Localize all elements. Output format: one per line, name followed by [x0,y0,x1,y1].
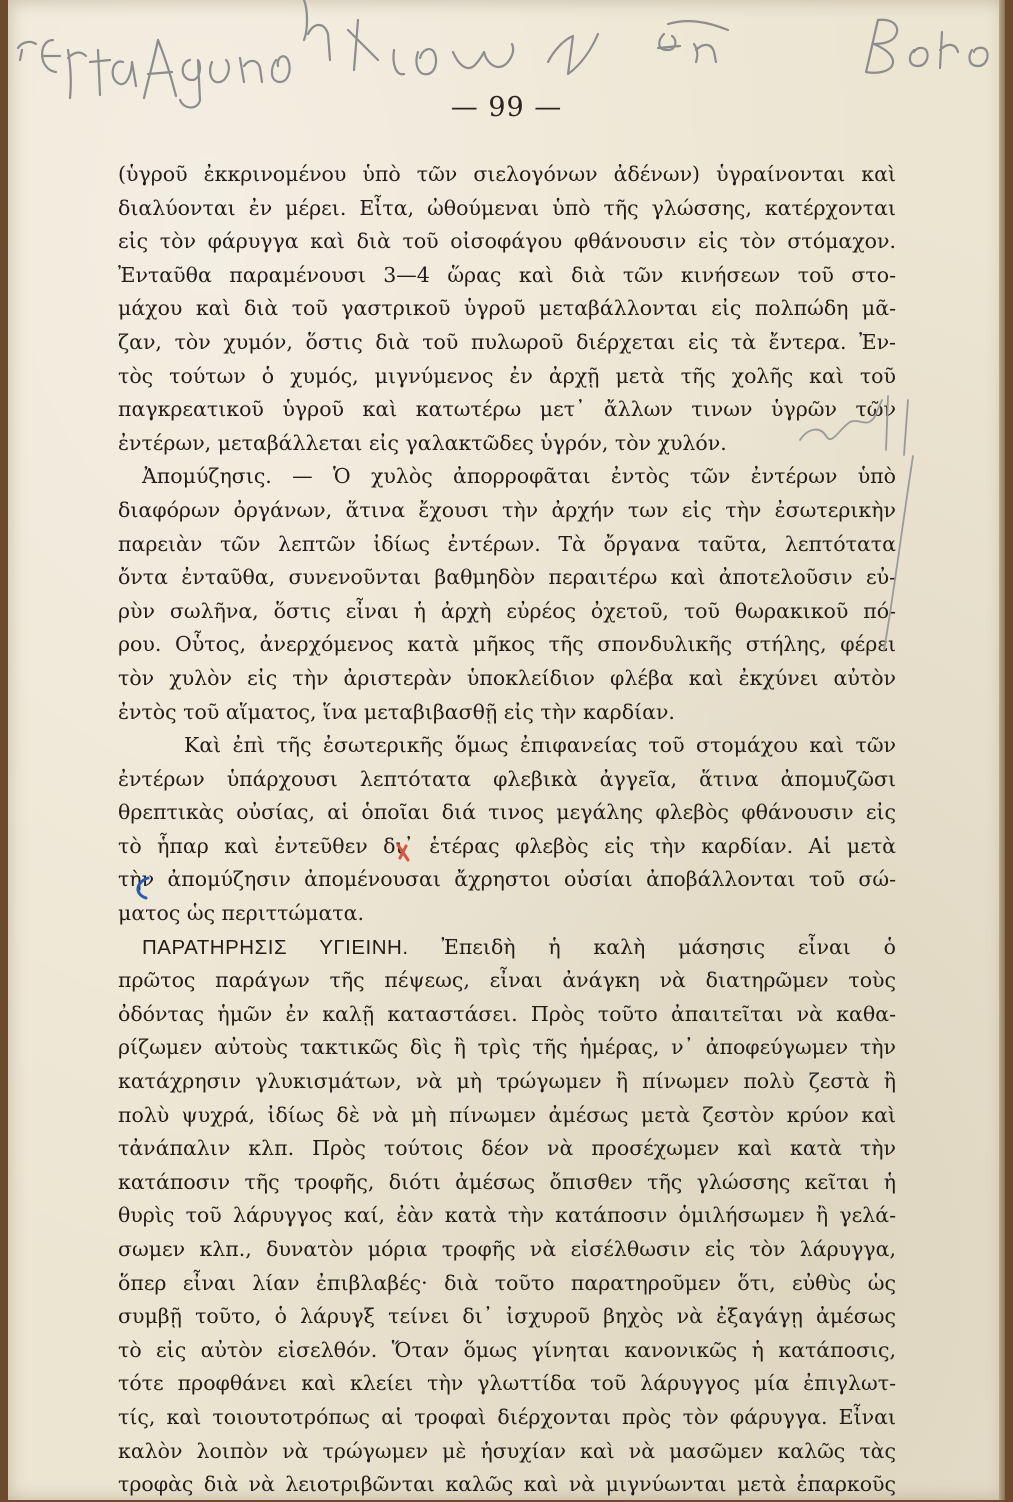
text-line: συμβῇ τοῦτο, ὁ λάρυγξ τείνει δι᾽ ἰσχυροῦ βηχὸς νὰ ἐξαγάγῃ ἀμέσως [118,1304,896,1329]
text-line: ρὺν σωλῆνα, ὅστις εἶναι ἡ ἀρχὴ εὐρέος ὀχετοῦ, τοῦ θωρακικοῦ πό- [118,598,896,623]
text-line: τὸ ἧπαρ καὶ ἐντεῦθεν δι᾽ ἑτέρας φλεβὸς εἰς τὴν καρδίαν. Αἱ μετὰ [118,833,896,858]
text-line: ὅπερ εἶναι λίαν ἐπιβλαβές· διὰ τοῦτο παρατηροῦμεν ὅτι, εὐθὺς ὡς [118,1270,896,1295]
text-line: ὀδόντας ἡμῶν ἐν καλῇ καταστάσει. Πρὸς τοῦτο ἀπαιτεῖται νὰ καθα- [118,1001,896,1026]
text-line: παγκρεατικοῦ ὑγροῦ καὶ κατωτέρω μετ᾽ ἄλλων τινων ὑγρῶν τῶν [118,397,896,422]
text-line: τὸ εἰς αὐτὸν εἰσελθόν. Ὅταν ὅμως γίνηται κανονικῶς ἡ κατάποσις, [118,1337,896,1362]
text-line: τροφὰς διὰ νὰ λειοτριβῶνται καλῶς καὶ νὰ μιγνύωνται μετὰ ἐπαρκοῦς [118,1472,896,1497]
text-line: τότε προφθάνει καὶ κλείει τὴν γλωττίδα τοῦ λάρυγγος μία ἐπιγλωτ- [118,1371,896,1396]
text-line: τἀνάπαλιν κλπ. Πρὸς τούτοις δέον νὰ προσέχωμεν καὶ κατὰ τὴν [118,1136,896,1161]
text-line: μάχου καὶ διὰ τοῦ γαστρικοῦ ὑγροῦ μεταβάλλονται εἰς πολπώδη μᾶ- [118,296,896,321]
text-line: ματος ὡς περιττώματα. [118,901,365,926]
text-line: τὸν χυλὸν εἰς τὴν ἀριστερὰν ὑποκλείδιον φλέβα καὶ ἐκχύνει αὐτὸν [118,665,896,690]
text-line: πρῶτος παράγων τῆς πέψεως, εἶναι ἀνάγκη νὰ διατηρῶμεν τοὺς [118,968,896,993]
text-line: ἐντέρων ὑπάρχουσι λεπτότατα φλεβικὰ ἀγγεῖα, ἅτινα ἀπομυζῶσι [118,766,896,791]
text-line: ὄντα ἐνταῦθα, συνενοῦνται βαθμηδὸν περαιτέρω καὶ ἀποτελοῦσιν εὐ- [118,565,896,590]
page-edge [999,0,1005,1500]
paragraph-absorption [118,460,896,729]
text-line: σωμεν κλπ., δυνατὸν μόρια τροφῆς νὰ εἰσέλθωσιν εἰς τὸν λάρυγγα, [118,1237,896,1261]
text-line: Ἐνταῦθα παραμένουσι 3—4 ὥρας καὶ διὰ τῶν κινήσεων τοῦ στο- [118,262,896,287]
text-fragment: Ἐπειδὴ ἡ καλὴ μάσησις εἶναι ὁ [441,934,896,959]
text-line: διαλύονται ἐν μέρει. Εἶτα, ὠθούμεναι ὑπὸ τῆς γλώσσης, κατέρχονται [118,195,896,220]
text-line: ἐντέρων, μεταβάλλεται εἰς γαλακτῶδες ὑγρόν, τὸν χυλόν. [118,430,727,455]
text-line: ἐντὸς τοῦ αἵματος, ἵνα μεταβιβασθῇ εἰς τὴν καρδίαν. [118,699,675,724]
book-page [8,0,1005,1500]
text-line: Ἀπομύζησις. — Ὁ χυλὸς ἀπορροφᾶται ἐντὸς τῶν ἐντέρων ὑπὸ [142,464,896,489]
text-line: ρίζωμεν αὐτοὺς τακτικῶς δὶς ἢ τρὶς τῆς ἡμέρας, ν᾽ ἀποφεύγωμεν τὴν [118,1035,896,1060]
text-line: παρειὰν τῶν λεπτῶν ἰδίως ἐντέρων. Τὰ ὄργανα ταῦτα, λεπτότατα [118,531,896,556]
text-line: κατάποσιν τῆς τροφῆς, διότι ἀμέσως ὄπισθεν τῆς γλώσσης κεῖται ἡ [118,1169,896,1194]
paragraph-hygiene [118,931,896,1502]
text-line [118,931,896,965]
paragraph-digestion [118,158,896,460]
text-line: καλὸν λοιπὸν νὰ τρώγωμεν μὲ ἡσυχίαν καὶ νὰ μασῶμεν καλῶς τὰς [118,1438,896,1463]
text-line: κατάχρησιν γλυκισμάτων, νὰ μὴ τρώγωμεν ἢ πίνωμεν πολὺ ζεστὰ ἢ [118,1069,896,1094]
text-line: διαφόρων ὀργάνων, ἅτινα ἔχουσι τὴν ἀρχήν των εἰς τὴν ἐσωτερικὴν [118,497,896,522]
text-line: θυρὶς τοῦ λάρυγγος καί, ἐὰν κατὰ τὴν κατάποσιν ὁμιλήσωμεν ἢ γελά- [118,1203,896,1228]
text-line: (ὑγροῦ ἐκκρινομένου ὑπὸ τῶν σιελογόνων ἀδένων) ὑγραίνονται καὶ [118,162,896,186]
text-line: θρεπτικὰς οὐσίας, αἱ ὁποῖαι διά τινος μεγάλης φλεβὸς φθάνουσιν εἰς [118,800,896,825]
text-line: ρου. Οὗτος, ἀνερχόμενος κατὰ μῆκος τῆς σπονδυλικῆς στήλης, φέρει [118,632,896,657]
text-line: πολὺ ψυχρά, ἰδίως δὲ νὰ μὴ πίνωμεν ἀμέσως μετὰ ζεστὸν κρύον καὶ [118,1102,896,1127]
page-body [118,158,896,1502]
text-line: τὸς τούτων ὁ χυμός, μιγνύμενος ἐν ἀρχῇ μετὰ τῆς χολῆς καὶ τοῦ [118,363,896,388]
section-heading: ΠΑΡΑΤΗΡΗΣΙΣ ΥΓΙΕΙΝΗ. [142,935,409,959]
text-line: ζαν, τὸν χυμόν, ὅστις διὰ τοῦ πυλωροῦ διέρχεται εἰς τὰ ἔντερα. Ἐν- [118,329,896,354]
text-line: τὴν ἀπομύζησιν ἀπομένουσαι ἄχρηστοι οὐσίαι ἀποβάλλονται τοῦ σώ- [118,867,896,892]
text-line: τίς, καὶ τοιουτοτρόπως αἱ τροφαὶ διέρχονται πρὸς τὸν φάρυγγα. Εἶναι [118,1404,896,1429]
text-line: Καὶ ἐπὶ τῆς ἐσωτερικῆς ὅμως ἐπιφανείας τοῦ στομάχου καὶ τῶν [184,733,896,758]
text-line: εἰς τὸν φάρυγγα καὶ διὰ τοῦ οἰσοφάγου φθάνουσιν εἰς τὸν στόμαχον. [118,229,896,254]
page-number: — 99 — [450,92,563,123]
paragraph-veins [118,729,896,931]
